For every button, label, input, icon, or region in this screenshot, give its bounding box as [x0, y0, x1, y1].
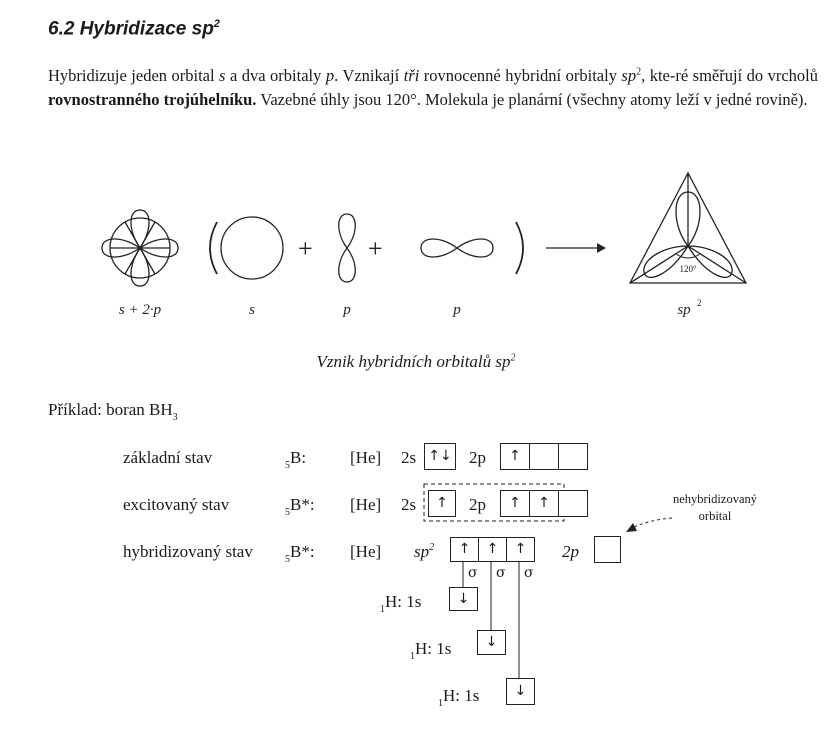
label-s: s [249, 302, 255, 318]
hydrogen-2-box: ↓ [477, 630, 506, 655]
hybrid-sp2-box-3: ↑ [506, 537, 535, 562]
plus-sign-2: + [368, 234, 383, 263]
row-ground-s-label: 2s [401, 448, 417, 467]
row-hybrid-label: hybridizovaný stav [123, 542, 253, 561]
row-hybrid-sp-label: $sp^2$ [414, 542, 435, 561]
row-excited-p-label: 2p [469, 495, 486, 514]
label-sp2: sp [677, 302, 691, 318]
row-ground-core: [He] [350, 448, 382, 467]
s-orbital [221, 217, 283, 279]
ground-2p-box-3 [558, 443, 588, 470]
hybrid-sp2-box-2: ↑ [478, 537, 507, 562]
label-combined: s + 2·p [118, 302, 162, 318]
figure-caption: Vznik hybridních orbitalů $sp^2$ [316, 352, 516, 371]
label-p-vertical: p [343, 302, 351, 318]
combined-orbital-figure [102, 210, 178, 286]
label-sp2-sup: 2 [697, 298, 702, 308]
ground-2s-box: ↑↓ [424, 443, 456, 470]
ground-2p-box-1: ↑ [500, 443, 530, 470]
row-ground-element: $_5$B: [285, 448, 307, 471]
p-orbital-vertical [339, 214, 356, 282]
excited-2p-box-3 [558, 490, 588, 517]
hydrogen-1-label: $_1$H: 1s [380, 592, 422, 615]
row-excited-label: excitovaný stav [123, 495, 230, 514]
p-orbital-horizontal [421, 239, 493, 257]
right-bracket [516, 222, 523, 274]
unhybridized-orbital-note: nehybridizovaný orbital [672, 492, 757, 523]
row-excited-element: $_5$B*: [285, 495, 315, 518]
hydrogen-3-box: ↓ [506, 678, 535, 705]
hybrid-sp2-box-1: ↑ [450, 537, 479, 562]
sigma-label-2: σ [496, 565, 506, 581]
angle-label: 120° [679, 264, 697, 274]
row-excited-s-label: 2s [401, 495, 417, 514]
reaction-arrow-head [597, 243, 606, 253]
ground-2p-box-2 [529, 443, 559, 470]
label-p-horizontal: p [453, 302, 461, 318]
sigma-label-1: σ [468, 565, 478, 581]
hybrid-unhybridized-p-box [594, 536, 621, 563]
excited-2p-box-2: ↑ [529, 490, 559, 517]
row-excited-core: [He] [350, 495, 382, 514]
excited-2p-box-1: ↑ [500, 490, 530, 517]
intro-paragraph: Hybridizuje jeden orbital s a dva orbitaly p. Vznikají tři rovnocenné hybridní orbitaly $sp^2$, kte-ré směřují do vrcholů rovnostranného trojúhelníku. Vazebné úhly jsou 120°. Molekula je planární (všechny atomy leží v jedné rovině). [48, 66, 818, 109]
sigma-label-3: σ [524, 565, 534, 581]
row-ground-label: základní stav [123, 448, 213, 467]
row-ground-p-label: 2p [469, 448, 486, 467]
section-heading: 6.2 Hybridizace $sp^2$ [48, 18, 220, 40]
row-hybrid-element: $_5$B*: [285, 542, 315, 565]
row-hybrid-p-label: 2p [562, 542, 579, 561]
row-hybrid-core: [He] [350, 542, 382, 561]
hydrogen-2-label: $_1$H: 1s [410, 639, 452, 662]
plus-sign-1: + [298, 234, 313, 263]
hydrogen-3-label: $_1$H: 1s [438, 686, 480, 709]
hydrogen-1-box: ↓ [449, 587, 478, 611]
example-label: Příklad: boran $BH_3$ [48, 400, 178, 423]
excited-2s-box: ↑ [428, 490, 456, 517]
left-bracket [210, 222, 217, 274]
